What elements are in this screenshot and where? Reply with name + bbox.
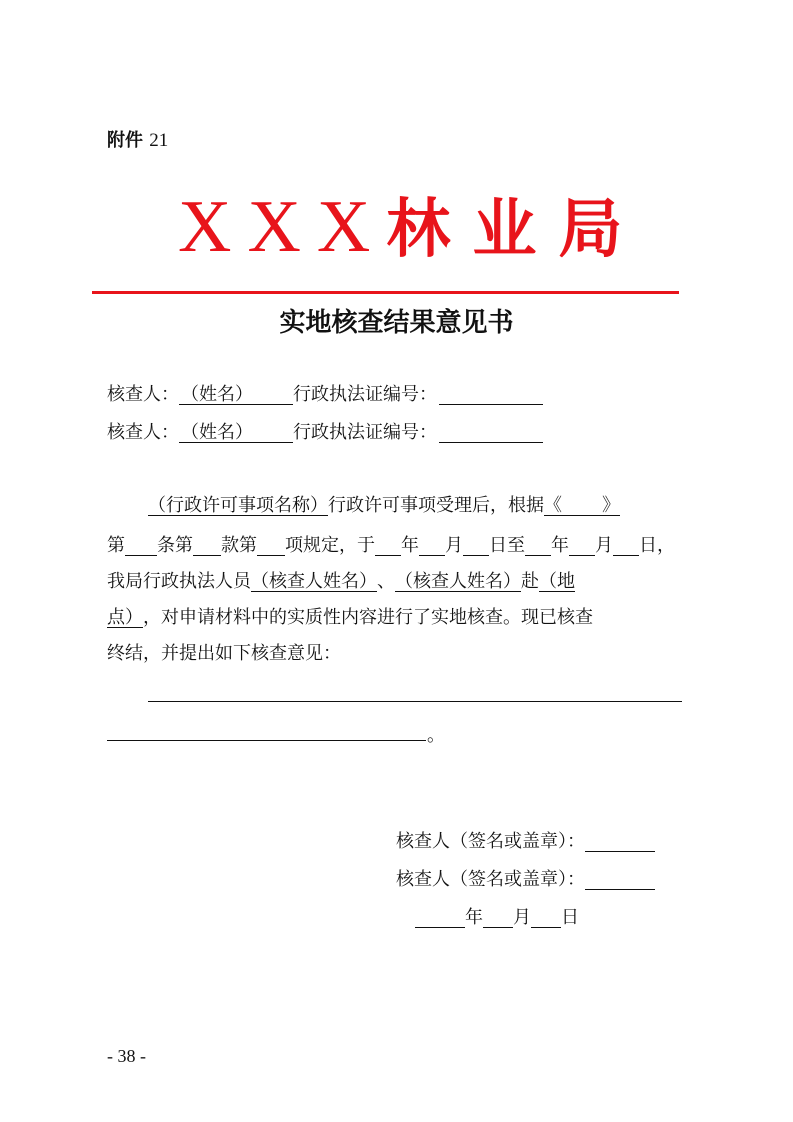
attachment-number: 21 <box>149 130 169 151</box>
body-line-1: （行政许可事项名称）行政许可事项受理后，根据《 》 <box>148 495 620 516</box>
place-field-end: 点） <box>107 607 143 628</box>
inspector-row-1 <box>107 386 543 405</box>
opinion-end-mark: 。 <box>427 725 445 746</box>
clause-blank <box>193 537 221 556</box>
opinion-line-1 <box>148 701 682 702</box>
start-day-blank <box>463 537 489 556</box>
sign-day-blank <box>531 909 561 928</box>
law-name-field: 《 》 <box>544 495 620 516</box>
opinion-line-2 <box>107 740 426 741</box>
sign-month-blank <box>483 909 513 928</box>
end-day-blank <box>613 537 639 556</box>
inspector-name-1-field: （核查人姓名） <box>251 571 377 592</box>
sign-year-blank <box>415 909 465 928</box>
cert-number-blank <box>439 386 543 405</box>
inspector-name-field: （姓名） <box>179 386 293 405</box>
inspector-row-2 <box>107 424 543 443</box>
item-blank <box>257 537 285 556</box>
item-name-field: （行政许可事项名称） <box>148 495 328 516</box>
signature-row-2: 核查人（签名或盖章）： <box>396 871 655 890</box>
place-field-start: （地 <box>539 571 575 592</box>
page-number: - 38 - <box>107 1046 146 1066</box>
body-line-3: 我局行政执法人员（核查人姓名）、（核查人姓名）赴（地 <box>107 571 575 592</box>
signature-row-1: 核查人（签名或盖章）： <box>396 833 655 852</box>
body-line-2: 第 条第 款第 项规定，于 年 月 日至 年 月 日， <box>107 535 675 556</box>
org-prefix: XXX <box>178 186 387 268</box>
start-month-blank <box>419 537 445 556</box>
attachment-text: 附件 <box>107 130 143 151</box>
inspector-label: 核查人： <box>107 384 179 405</box>
cert-number-blank <box>439 424 543 443</box>
cert-label: 行政执法证编号： <box>293 384 437 405</box>
signature-blank-2 <box>585 871 655 890</box>
header-red-rule <box>92 291 679 294</box>
signature-date-row: 年 月 日 <box>415 909 579 928</box>
document-title: 实地核查结果意见书 <box>279 308 514 338</box>
inspector-name-field: （姓名） <box>179 424 293 443</box>
signature-blank-1 <box>585 833 655 852</box>
body-line-4: 点），对申请材料中的实质性内容进行了实地核查。现已核查 <box>107 607 593 628</box>
article-blank <box>125 537 157 556</box>
body-line-5: 终结，并提出如下核查意见： <box>107 643 341 664</box>
end-month-blank <box>569 537 595 556</box>
cert-label: 行政执法证编号： <box>293 422 437 443</box>
start-year-blank <box>375 537 401 556</box>
end-year-blank <box>525 537 551 556</box>
attachment-label <box>107 126 168 152</box>
organization-name <box>178 178 644 270</box>
org-name: 林业局 <box>386 193 645 267</box>
inspector-name-2-field: （核查人姓名） <box>395 571 521 592</box>
inspector-label: 核查人： <box>107 422 179 443</box>
